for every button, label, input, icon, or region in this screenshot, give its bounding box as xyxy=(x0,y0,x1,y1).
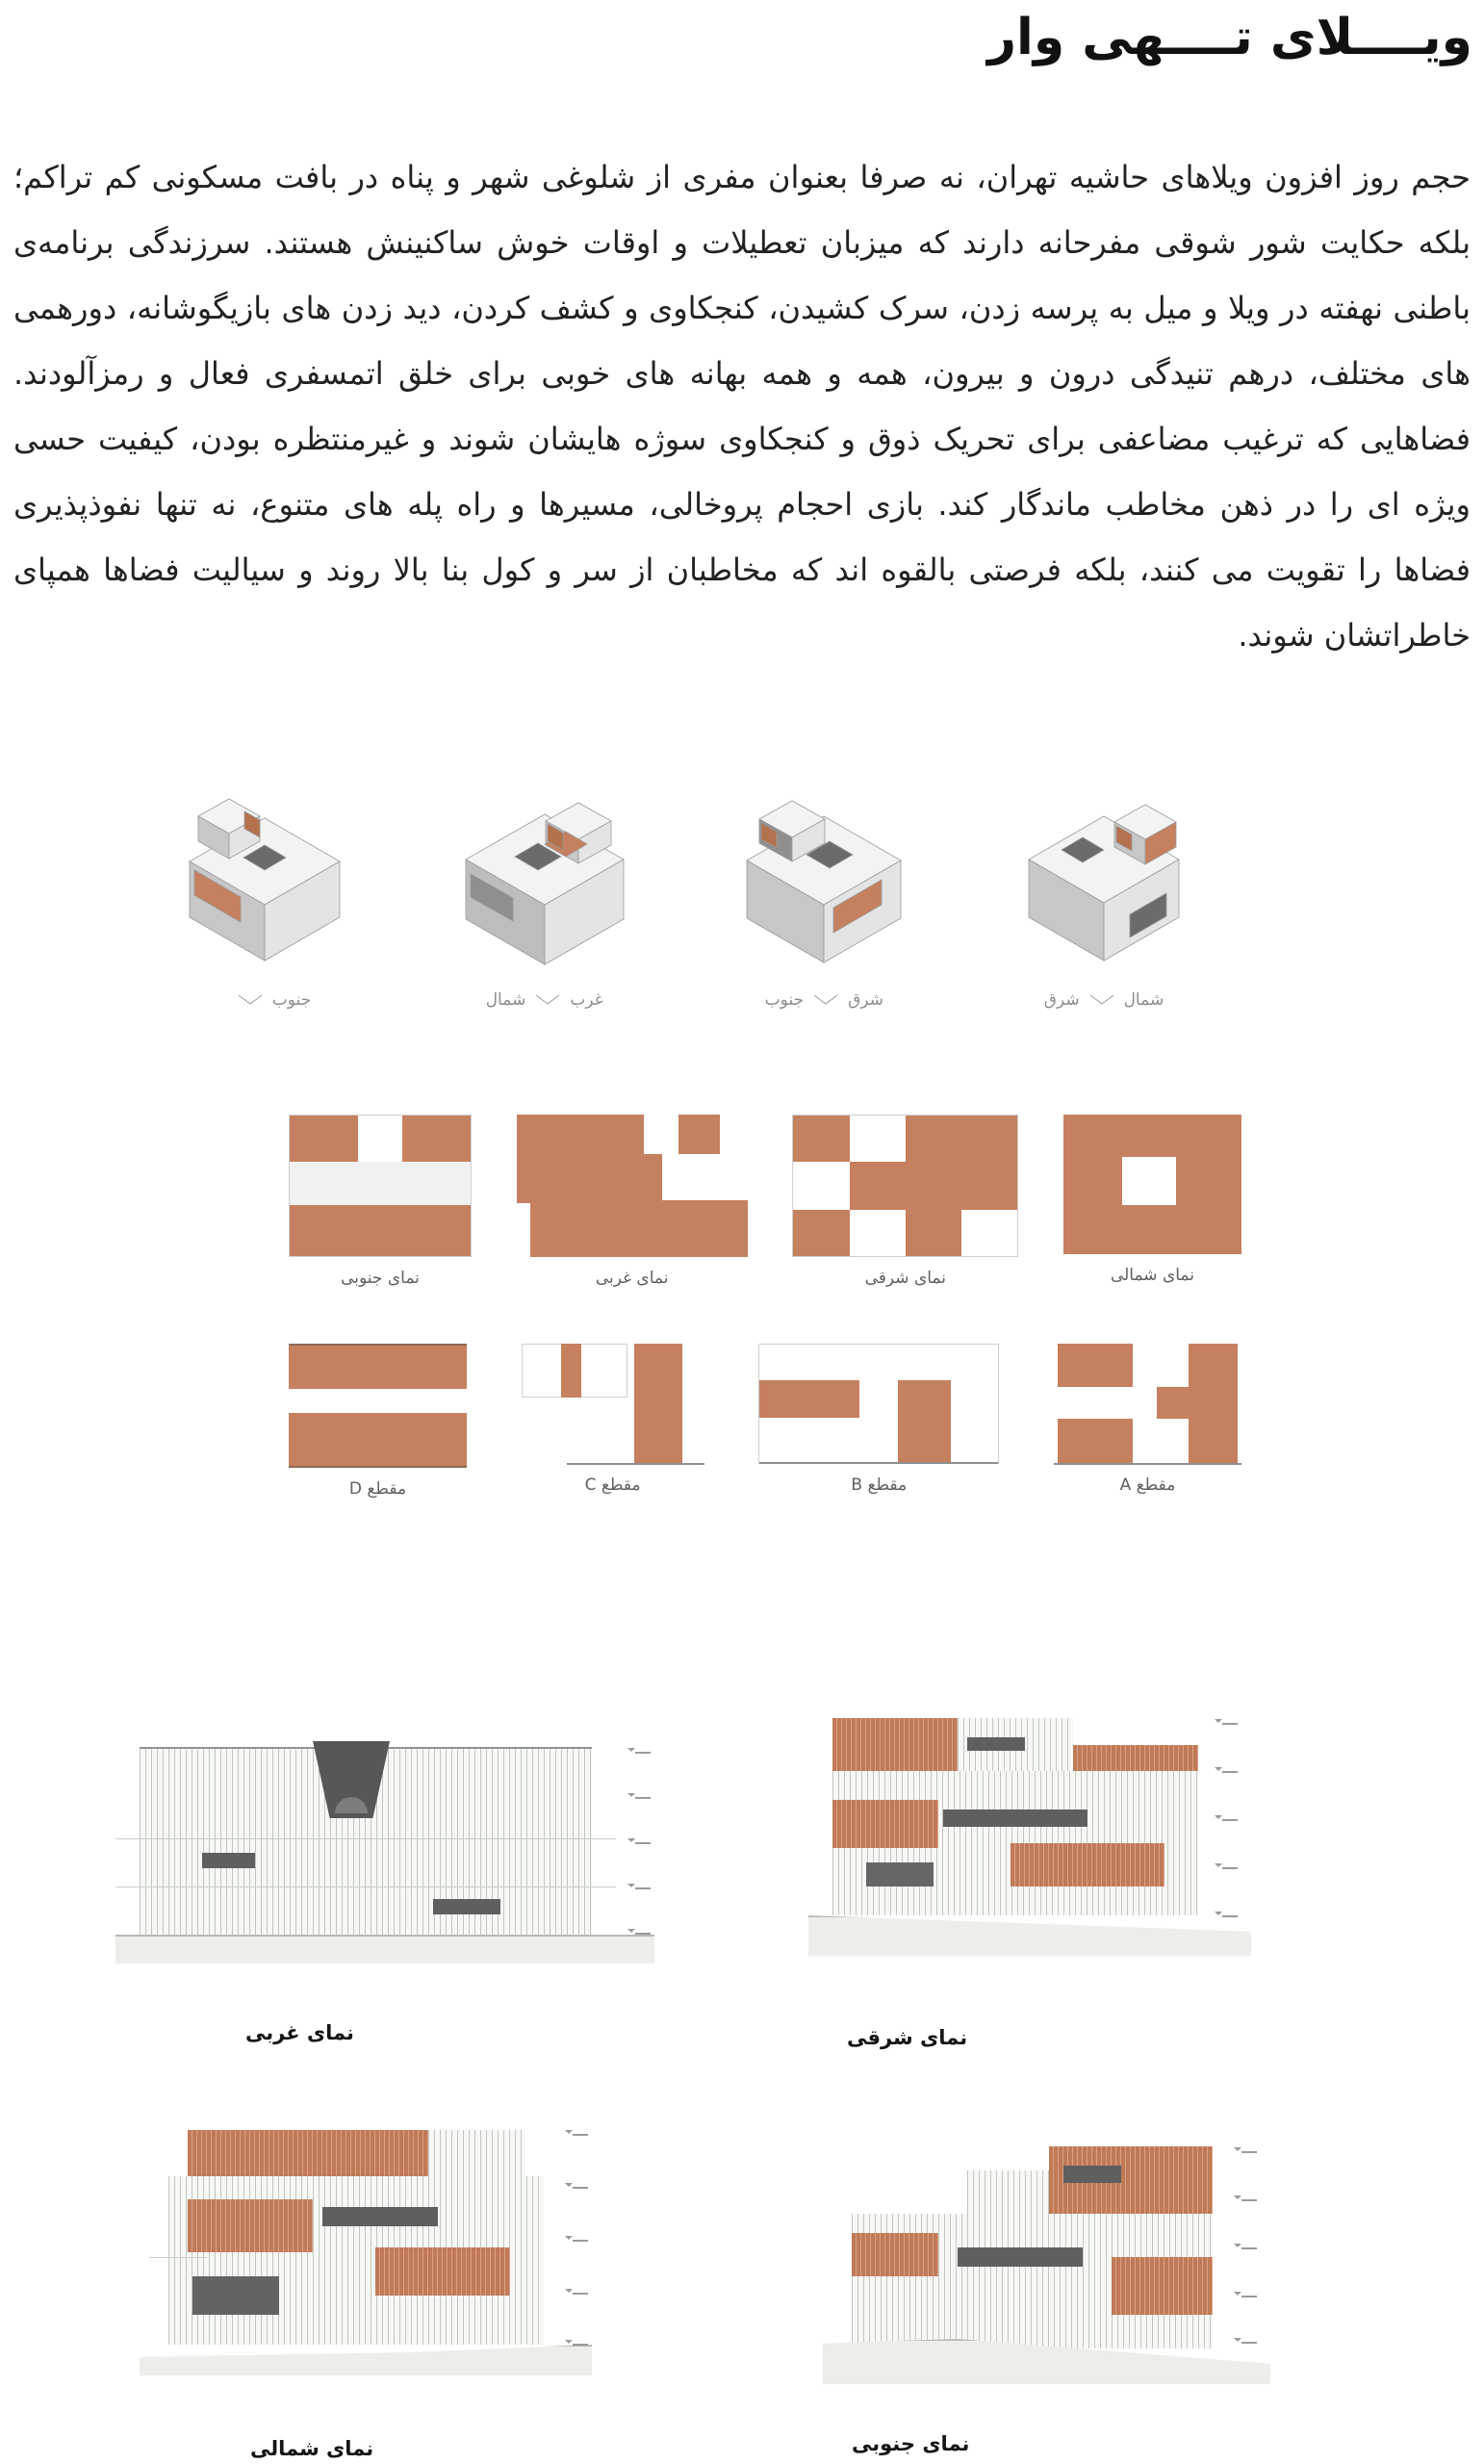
axon-left-label: جنوب xyxy=(764,990,805,1010)
axon-caption-2 xyxy=(486,990,603,1010)
facade-caption: نمای شرقی xyxy=(864,1269,946,1288)
axon-drawing-1 xyxy=(144,782,385,988)
facade-caption: نمای غربی xyxy=(595,1269,669,1288)
axon-right-label: غرب xyxy=(570,990,603,1010)
corner-mark-icon xyxy=(238,994,263,1006)
facade-caption: نمای جنوبی xyxy=(341,1269,420,1288)
elevation-north-label: نمای شمالی xyxy=(250,2437,374,2460)
section-caption: مقطع C xyxy=(584,1476,641,1495)
section-diagram-b xyxy=(758,1344,999,1495)
axon-left-label: شمال xyxy=(485,990,526,1010)
facade-pattern xyxy=(517,1115,748,1257)
facade-pattern xyxy=(289,1115,472,1257)
corner-mark-icon xyxy=(1089,994,1114,1006)
page-title: ویــــلای تــــهی وار xyxy=(987,9,1472,66)
elevation-west-drawing xyxy=(115,1728,674,2002)
facade-pattern xyxy=(1063,1115,1241,1254)
axon-drawing-2 xyxy=(424,782,665,988)
axon-drawing-3 xyxy=(704,782,944,988)
axon-left-label: شرق xyxy=(1043,990,1080,1010)
elevation-east-label: نمای شرقی xyxy=(847,2026,968,2049)
facade-diagram-south xyxy=(289,1115,472,1288)
section-caption: مقطع A xyxy=(1119,1476,1176,1495)
elevation-west-label: نمای غربی xyxy=(245,2021,354,2044)
facade-diagram-north xyxy=(1063,1115,1241,1285)
axon-caption-3 xyxy=(765,990,883,1010)
axon-right-label: شمال xyxy=(1123,990,1164,1010)
facade-pattern xyxy=(792,1115,1018,1257)
section-diagram-c xyxy=(522,1344,704,1495)
elevation-south-drawing xyxy=(823,2142,1270,2426)
axonometric-row xyxy=(144,782,1224,1010)
section-caption: مقطع D xyxy=(348,1479,407,1499)
section-pattern xyxy=(1054,1344,1241,1464)
axon-view-4 xyxy=(984,782,1224,1010)
corner-mark-icon xyxy=(813,994,838,1006)
axon-view-1 xyxy=(144,782,385,1010)
section-diagram-row xyxy=(289,1344,1241,1499)
intro-paragraph: حجم روز افزون ویلاهای حاشیه تهران، نه صرفا بعنوان مفری از شلوغی شهر و پناه در بافت مسکونی کم تراکم؛ بلکه حکایت شور شوقی مفرحانه دارند که میزبان تعطیلات و اوقات خوش ساکنینش هستند. سرزندگی برنامه‌ی باطنی نهفته در ویلا و میل به پرسه زدن، سرک کشیدن، کنجکاوی و کشف کردن، دید زدن های بازیگوشانه، دورهمی های مختلف، درهم تنیدگی درون و بیرون، همه و همه بهانه های خوبی برای خلق اتمسفری فعال و رمزآلودند. فضاهایی که ترغیب مضاعفی برای تحریک ذوق و کنجکاوی سوژه هایشان شوند و غیرمنتظره بودن، کیفیت حسی ویژه ای را در ذهن مخاطب ماندگار کند. بازی احجام پروخالی، مسیرها و راه پله های متنوع، نه تنها نفوذپذیری فضاها را تقویت می کنند، بلکه فرصتی بالقوه اند که مخاطبان از سر و کول بنا بالا روند و سیالیت فضاها همپای خاطراتشان شوند. xyxy=(13,159,1471,654)
axon-view-3 xyxy=(704,782,944,1010)
facade-caption: نمای شمالی xyxy=(1110,1266,1194,1285)
section-diagram-d xyxy=(289,1344,467,1499)
axon-caption-4 xyxy=(1044,990,1164,1010)
elevation-north-drawing xyxy=(135,2122,606,2411)
facade-diagram-row xyxy=(289,1115,1241,1288)
section-pattern xyxy=(289,1344,467,1468)
section-pattern xyxy=(758,1344,999,1464)
elevation-east-drawing xyxy=(808,1718,1251,1988)
axon-drawing-4 xyxy=(984,782,1224,988)
axon-right-label: شرق xyxy=(848,990,883,1010)
axon-right-label: جنوب xyxy=(271,990,312,1010)
facade-diagram-west xyxy=(517,1115,748,1288)
axon-caption-1 xyxy=(218,990,311,1010)
section-diagram-a xyxy=(1054,1344,1241,1495)
corner-mark-icon xyxy=(535,994,560,1006)
elevation-south-label: نمای جنوبی xyxy=(852,2432,970,2455)
section-caption: مقطع B xyxy=(851,1476,908,1495)
section-pattern xyxy=(522,1344,704,1464)
axon-view-2 xyxy=(424,782,665,1010)
facade-diagram-east xyxy=(792,1115,1018,1288)
